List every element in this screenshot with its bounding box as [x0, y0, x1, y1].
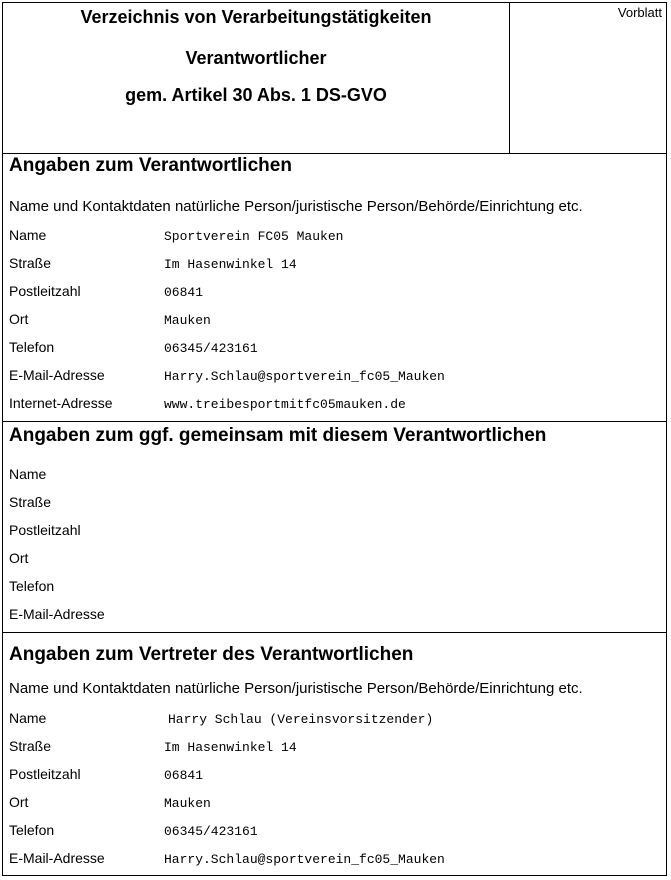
rep-row-email [9, 850, 659, 872]
field-value: 06841 [164, 768, 204, 783]
field-label: E-Mail-Adresse [9, 606, 105, 622]
controller-row-postcode [9, 283, 659, 305]
joint-row-email [9, 606, 659, 628]
field-value: Mauken [164, 313, 211, 328]
joint-row-city [9, 550, 659, 572]
document-title: Verzeichnis von Verarbeitungstätigkeiten [80, 7, 432, 27]
form-frame [2, 2, 667, 876]
controller-row-name [9, 227, 659, 249]
section-divider [3, 632, 666, 633]
joint-row-postcode [9, 522, 659, 544]
field-label: Straße [9, 494, 52, 510]
field-label: Straße [9, 738, 52, 754]
field-value: Sportverein FC05 Mauken [164, 229, 344, 244]
header-title-block [3, 3, 510, 153]
controller-row-phone [9, 339, 659, 361]
field-value: 06841 [164, 285, 204, 300]
form-header [3, 3, 666, 154]
field-label: Postleitzahl [9, 766, 81, 782]
section-divider [3, 421, 666, 422]
rep-row-city [9, 794, 659, 816]
document-role: Verantwortlicher [185, 48, 327, 68]
field-label: Internet-Adresse [9, 395, 113, 411]
section-controller-title: Angaben zum Verantwortlichen [9, 155, 292, 176]
field-value: Harry.Schlau@sportverein_fc05_Mauken [164, 852, 445, 867]
document-legal-basis: gem. Artikel 30 Abs. 1 DS-GVO [125, 85, 387, 105]
field-label: Postleitzahl [9, 283, 81, 299]
corner-label: Vorblatt [617, 5, 662, 20]
controller-row-street [9, 255, 659, 277]
field-value: Im Hasenwinkel 14 [164, 740, 297, 755]
section-joint-controller-title: Angaben zum ggf. gemeinsam mit diesem Verantwortlichen [9, 425, 547, 446]
field-value: Mauken [164, 796, 211, 811]
joint-row-phone [9, 578, 659, 600]
field-label: Name [9, 227, 47, 243]
field-label: Telefon [9, 822, 55, 838]
field-label: Straße [9, 255, 52, 271]
rep-row-street [9, 738, 659, 760]
field-value: Harry.Schlau@sportverein_fc05_Mauken [164, 369, 445, 384]
rep-row-name [9, 710, 659, 732]
field-label: E-Mail-Adresse [9, 367, 105, 383]
joint-row-name [9, 466, 659, 488]
field-label: Telefon [9, 578, 55, 594]
field-label: Telefon [9, 339, 55, 355]
field-label: Name [9, 710, 47, 726]
field-label: Ort [9, 794, 29, 810]
rep-row-phone [9, 822, 659, 844]
controller-row-city [9, 311, 659, 333]
field-label: Ort [9, 550, 29, 566]
field-value: 06345/423161 [164, 824, 258, 839]
field-label: E-Mail-Adresse [9, 850, 105, 866]
field-label: Ort [9, 311, 29, 327]
field-value: www.treibesportmitfc05mauken.de [164, 397, 406, 412]
section-controller-subtitle: Name und Kontaktdaten natürliche Person/juristische Person/Behörde/Einrichtung etc. [9, 198, 583, 215]
field-label: Name [9, 466, 47, 482]
rep-row-postcode [9, 766, 659, 788]
section-representative-title: Angaben zum Vertreter des Verantwortlichen [9, 644, 414, 665]
field-value: 06345/423161 [164, 341, 258, 356]
controller-row-website [9, 395, 659, 417]
field-value: Harry Schlau (Vereinsvorsitzender) [168, 712, 434, 727]
joint-row-street [9, 494, 659, 516]
field-value: Im Hasenwinkel 14 [164, 257, 297, 272]
section-representative-subtitle: Name und Kontaktdaten natürliche Person/juristische Person/Behörde/Einrichtung etc. [9, 680, 583, 697]
controller-row-email [9, 367, 659, 389]
field-label: Postleitzahl [9, 522, 81, 538]
